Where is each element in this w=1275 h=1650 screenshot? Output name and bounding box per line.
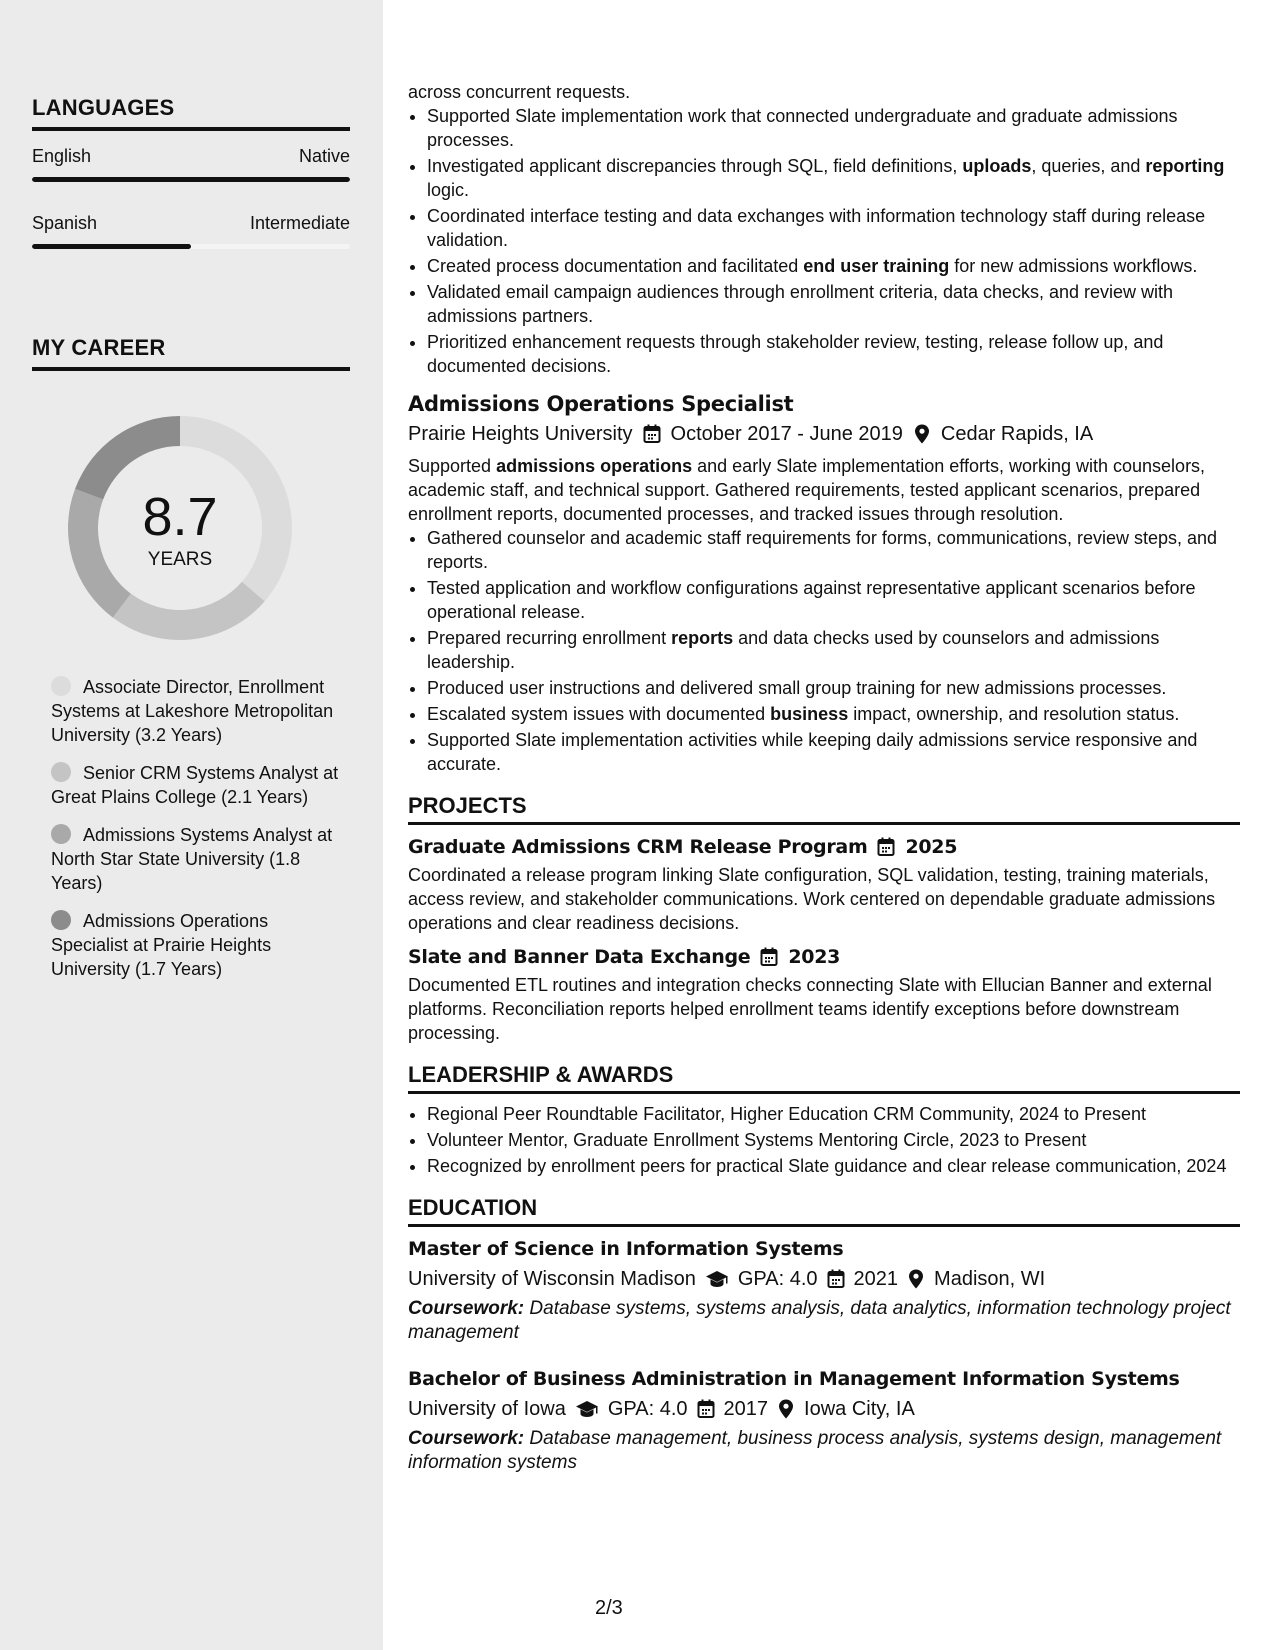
language-level: Native <box>298 146 350 166</box>
education-item <box>408 1237 1240 1345</box>
career-legend-item <box>51 823 341 895</box>
education-location: Madison, WI <box>934 1268 1046 1290</box>
bullet-item: • Supported Slate implementation work that connected undergraduate and graduate admissions processes. <box>427 104 1240 152</box>
job-location: Cedar Rapids, IA <box>940 423 1094 445</box>
graduation-cap-icon <box>705 1269 729 1289</box>
legend-dot-icon <box>51 762 71 782</box>
language-level: Intermediate <box>249 213 350 233</box>
main-content <box>408 80 1240 1475</box>
bullet-item: • Coordinated interface testing and data exchanges with information technology staff during release validation. <box>427 204 1240 252</box>
project-year: 2023 <box>788 946 841 968</box>
career-legend-label: Senior CRM Systems Analyst at Great Plains College (2.1 Years) <box>51 763 339 807</box>
project-year: 2025 <box>905 836 958 858</box>
language-name: Spanish <box>32 213 98 233</box>
job-company: Prairie Heights University <box>408 423 633 445</box>
job-bullets <box>408 526 1240 776</box>
education-location: Iowa City, IA <box>804 1398 915 1420</box>
education-coursework <box>408 1297 1240 1345</box>
job-dates: October 2017 - June 2019 <box>670 423 903 445</box>
career-donut-segment <box>68 489 131 618</box>
bullet-item: • Supported Slate implementation activities while keeping daily admissions service responsive and accurate. <box>427 728 1240 776</box>
leadership-item: • Recognized by enrollment peers for practical Slate guidance and clear release communication, 2024 <box>427 1154 1240 1178</box>
legend-dot-icon <box>51 676 71 696</box>
location-pin-icon <box>907 1269 925 1289</box>
job-title: Admissions Operations Specialist <box>408 392 794 416</box>
bullet-item: • Escalated system issues with documented business impact, ownership, and resolution status. <box>427 702 1240 726</box>
page-number: 2/3 <box>595 1597 623 1619</box>
location-pin-icon <box>913 424 931 444</box>
career-legend-item <box>51 761 341 809</box>
languages-heading: LANGUAGES <box>32 95 350 131</box>
coursework-label: Coursework: <box>408 1298 525 1319</box>
language-row-spanish <box>32 213 350 249</box>
education-degree: Bachelor of Business Administration in Management Information Systems <box>408 1368 1180 1390</box>
bullet-item: • Prepared recurring enrollment reports and data checks used by counselors and admissions leadership. <box>427 626 1240 674</box>
education-heading: EDUCATION <box>408 1196 1240 1227</box>
leadership-heading: LEADERSHIP & AWARDS <box>408 1063 1240 1094</box>
calendar-icon <box>827 1269 845 1289</box>
language-proficiency-fill <box>32 244 191 249</box>
education-year: 2017 <box>723 1398 769 1420</box>
calendar-icon <box>697 1399 715 1419</box>
education-coursework <box>408 1427 1240 1475</box>
bullet-item: • Validated email campaign audiences through enrollment criteria, data checks, and review with admissions partners. <box>427 280 1240 328</box>
project-description: Coordinated a release program linking Slate configuration, SQL validation, testing, training materials, access review, and stakeholder communications. Work centered on dependable graduate admissions operations and clear readiness decisions. <box>408 865 1216 933</box>
language-proficiency-fill <box>32 177 350 182</box>
career-legend-item <box>51 675 341 747</box>
bullet-item: • Created process documentation and facilitated end user training for new admissions workflows. <box>427 254 1240 278</box>
education-degree: Master of Science in Information Systems <box>408 1238 844 1260</box>
bullet-item: • Gathered counselor and academic staff requirements for forms, communications, review steps, and reports. <box>427 526 1240 574</box>
career-legend <box>51 675 341 995</box>
bullet-item: • Prioritized enhancement requests through stakeholder review, testing, release follow up, and documented decisions. <box>427 330 1240 378</box>
calendar-icon <box>877 837 895 857</box>
job-summary: Supported admissions operations and early Slate implementation efforts, working with counselors, academic staff, and technical support. Gathered requirements, tested applicant scenarios, prepared enrollment reports, documented processes, and tracked issues through resolution. <box>408 456 1206 524</box>
education-gpa: GPA: 4.0 <box>737 1268 818 1290</box>
project-item <box>408 945 1240 1045</box>
leadership-item: • Regional Peer Roundtable Facilitator, Higher Education CRM Community, 2024 to Present <box>427 1102 1240 1126</box>
career-legend-label: Associate Director, Enrollment Systems at Lakeshore Metropolitan University (3.2 Years) <box>51 677 334 745</box>
project-description: Documented ETL routines and integration checks connecting Slate with Ellucian Banner and external platforms. Reconciliation reports helped enrollment teams identify exceptions before downstream processing. <box>408 975 1212 1043</box>
coursework-text: Database management, business process analysis, systems design, management information systems <box>408 1428 1222 1473</box>
career-donut-segment <box>113 582 265 640</box>
projects-heading: PROJECTS <box>408 794 1240 825</box>
language-row-english <box>32 146 350 182</box>
coursework-label: Coursework: <box>408 1428 525 1449</box>
bullet-item: • Tested application and workflow configurations against representative applicant scenarios before operational release. <box>427 576 1240 624</box>
project-title: Graduate Admissions CRM Release Program <box>408 836 868 858</box>
career-total-unit: YEARS <box>147 549 213 570</box>
education-school: University of Wisconsin Madison <box>408 1268 696 1290</box>
leadership-list <box>408 1102 1240 1178</box>
career-legend-label: Admissions Operations Specialist at Prairie Heights University (1.7 Years) <box>51 911 272 979</box>
career-total-value: 8.7 <box>142 487 218 547</box>
coursework-text: Database systems, systems analysis, data analytics, information technology project management <box>408 1298 1231 1343</box>
career-heading: MY CAREER <box>32 335 350 371</box>
project-title: Slate and Banner Data Exchange <box>408 946 751 968</box>
education-item <box>408 1367 1240 1475</box>
calendar-icon <box>643 424 661 444</box>
career-donut-chart <box>65 413 295 643</box>
career-legend-label: Admissions Systems Analyst at North Star State University (1.8 Years) <box>51 825 333 893</box>
education-gpa: GPA: 4.0 <box>607 1398 688 1420</box>
career-legend-item <box>51 909 341 981</box>
legend-dot-icon <box>51 824 71 844</box>
graduation-cap-icon <box>575 1399 599 1419</box>
education-year: 2021 <box>853 1268 899 1290</box>
legend-dot-icon <box>51 910 71 930</box>
language-proficiency-bar <box>32 244 350 249</box>
project-item <box>408 835 1240 935</box>
experience-continued-line: across concurrent requests. <box>408 82 631 102</box>
experience-continued-bullets <box>408 104 1240 378</box>
language-proficiency-bar <box>32 177 350 182</box>
location-pin-icon <box>777 1399 795 1419</box>
language-name: English <box>32 146 92 166</box>
leadership-item: • Volunteer Mentor, Graduate Enrollment Systems Mentoring Circle, 2023 to Present <box>427 1128 1240 1152</box>
job-meta <box>408 422 1240 446</box>
bullet-item: • Produced user instructions and delivered small group training for new admissions processes. <box>427 676 1240 700</box>
sidebar <box>0 0 383 1650</box>
calendar-icon <box>760 947 778 967</box>
bullet-item: • Investigated applicant discrepancies through SQL, field definitions, uploads, queries, and reporting logic. <box>427 154 1240 202</box>
education-school: University of Iowa <box>408 1398 566 1420</box>
